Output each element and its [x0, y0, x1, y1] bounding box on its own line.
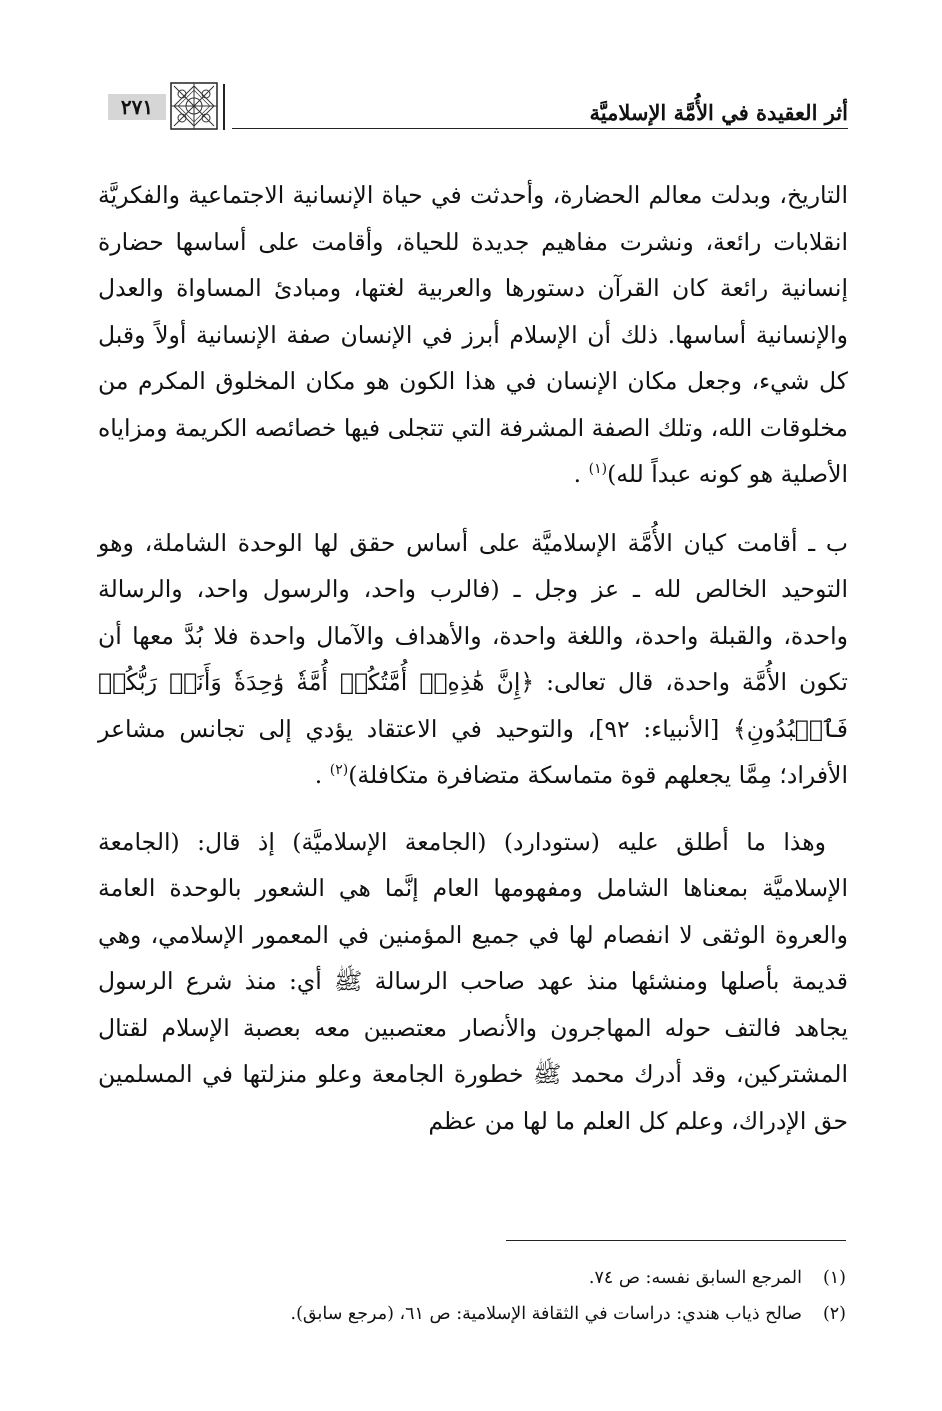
paragraph	[98, 172, 848, 498]
footnotes	[106, 1260, 846, 1332]
page-number: ٢٧١	[108, 94, 166, 120]
footnote-text: صالح ذياب هندي: دراسات في الثقافة الإسلامية: ص ٦١، (مرجع سابق).	[290, 1304, 802, 1324]
running-title: أثر العقيدة في الأُمَّة الإسلاميَّة	[589, 100, 848, 125]
footnote-rule	[506, 1240, 846, 1241]
paragraph-text: ب ـ أقامت كيان الأُمَّة الإسلاميَّة على أساس حقق لها الوحدة الشاملة، وهو التوحيد الخالص لله ـ عز وجل ـ (فالرب واحد، والرسول واحد، والرسالة واحدة، والقبلة واحدة، واللغة واحدة، والأهداف والآمال واحدة فلا بُدَّ معها أن تكون الأُمَّة واحدة، قال تعالى:	[98, 528, 848, 696]
footnote	[106, 1260, 846, 1296]
paragraph-text: التاريخ، وبدلت معالم الحضارة، وأحدثت في حياة الإنسانية الاجتماعية والفكريَّة انقلابات رائعة، ونشرت مفاهيم جديدة للحياة، وأقامت على أساسها حضارة إنسانية رائعة كان القرآن دستورها والعربية لغتها، ومبادئ المساواة والعدل والإنسانية أساسها. ذلك أن الإسلام أبرز في الإنسان صفة الإنسانية أولاً وقبل كل شيء، وجعل مكان الإنسان في هذا الكون هو مكان المخلوق المكرم من مخلوقات الله، وتلك الصفة المشرفة التي تتجلى فيها خصائصه الكريمة ومزاياه الأصلية هو كونه عبداً لله)	[98, 181, 848, 488]
footnote-ref: (١)	[588, 461, 608, 478]
main-text	[98, 172, 848, 1144]
paragraph-tail: .	[573, 460, 582, 488]
paragraph	[98, 819, 848, 1145]
geometric-ornament-icon	[170, 82, 218, 130]
footnote	[106, 1296, 846, 1332]
paragraph-text: وهذا ما أطلق عليه (ستودارد) (الجامعة الإسلاميَّة) إذ قال: (الجامعة الإسلاميَّة بمعناها الشامل ومفهومها العام إنَّما هي الشعور بالوحدة العامة والعروة الوثقى لا انفصام لها في جميع المؤمنين في المعمور الإسلامي، وهي قديمة بأصلها ومنشئها منذ عهد صاحب الرسالة ﷺ أي: منذ شرع الرسول يجاهد فالتف حوله المهاجرون والأنصار معتصبين معه بعصبة الإسلام لقتال المشتركين، وقد أدرك محمد ﷺ خطورة الجامعة وعلو منزلتها في المسلمين حق الإدراك، وعلم كل العلم ما لها من عظم	[98, 827, 848, 1135]
header-separator	[223, 84, 225, 130]
footnote-ref: (٢)	[329, 762, 349, 779]
paragraph-tail: .	[314, 761, 323, 789]
paragraph-text: [الأنبياء: ٩٢]، والتوحيد في الاعتقاد يؤدي إلى تجانس مشاعر الأفراد؛ مِمَّا يجعلهم قوة متماسكة متضافرة متكافلة)	[98, 714, 848, 789]
page-header	[108, 72, 848, 132]
quran-verse: ﴿إِنَّ هَٰذِهِۦٓ أُمَّتُكُمۡ أُمَّةٗ وَٰحِدَةٗ وَأَنَا۠ رَبُّكُمۡ فَٱعۡبُدُونِ﴾	[98, 668, 849, 743]
header-rule	[232, 128, 848, 129]
footnote-number: (٢)	[822, 1304, 846, 1324]
paragraph	[98, 520, 848, 799]
footnote-number: (١)	[822, 1268, 846, 1288]
footnote-text: المرجع السابق نفسه: ص ٧٤.	[588, 1268, 802, 1288]
